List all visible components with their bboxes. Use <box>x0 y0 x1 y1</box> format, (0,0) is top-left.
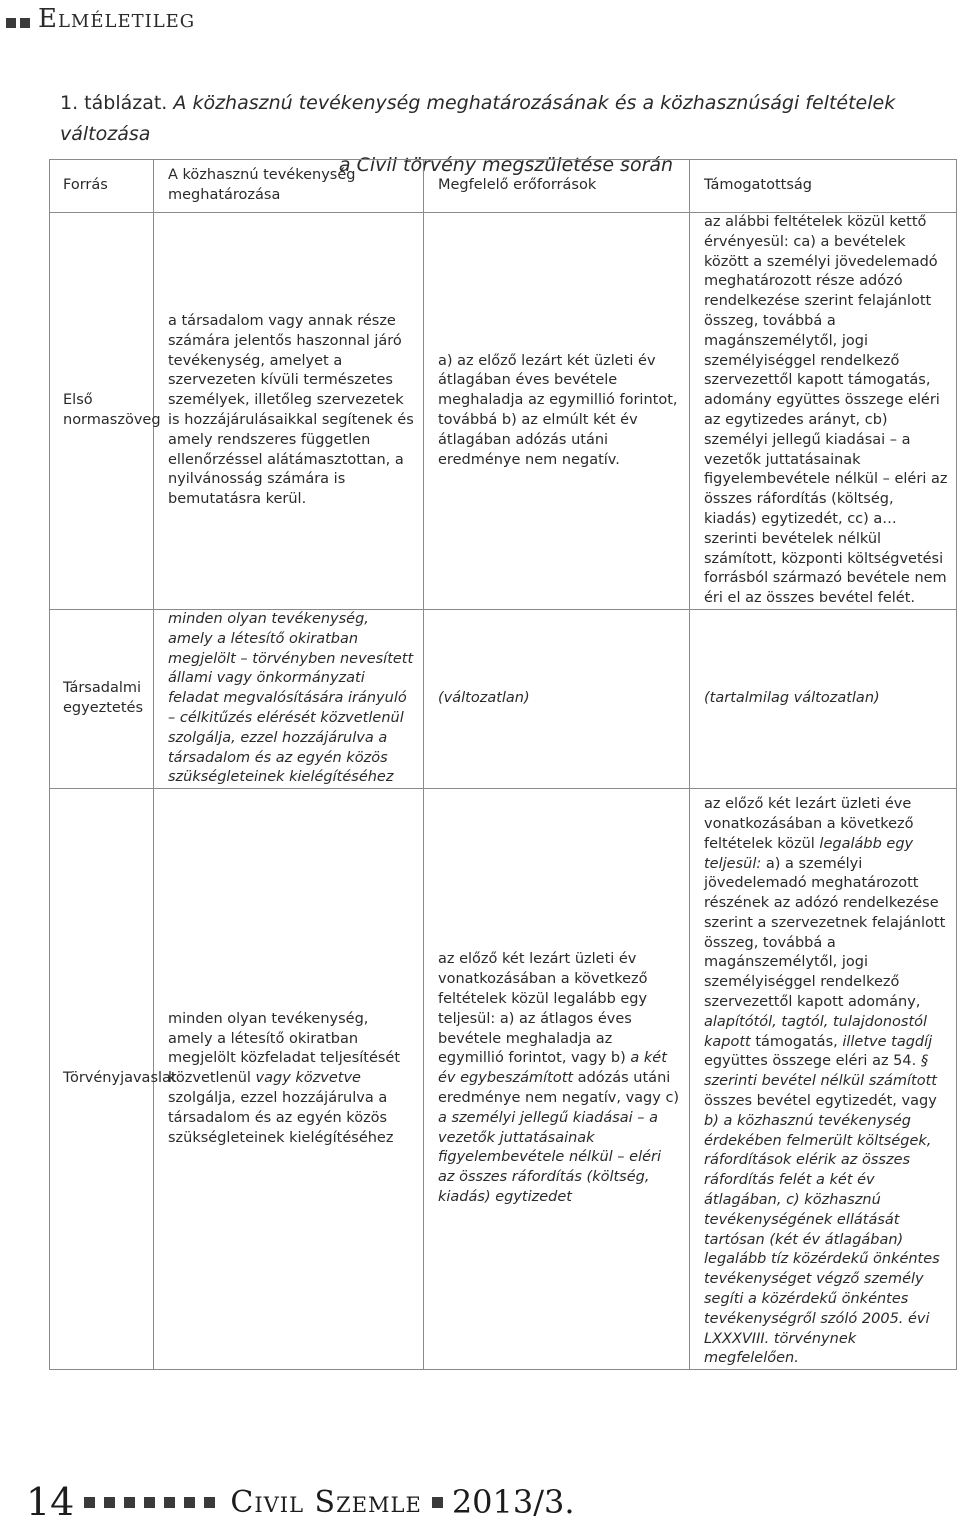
table-header-row <box>50 160 957 213</box>
row3-resources-text: adózás utáni eredménye nem negatív, vagy c) <box>438 1070 680 1107</box>
row3-support-emph: § szerinti bevétel nélkül számított <box>704 1053 937 1090</box>
table-title-line1: A közhasznú tevékenység meghatározásának és a közhasznúsági feltételek változása <box>60 92 896 145</box>
row3-definition-text: szolgálja, ezzel hozzájárulva a társadalom és az egyén közös szükségleteinek kielégítéséhez <box>168 1090 394 1146</box>
header-resources: Megfelelő erőforrások <box>424 160 690 213</box>
row3-resources-emph: a személyi jellegű kiadásai – a vezetők juttatásainak figyelembevétele nélkül – eléri az összes ráfordítás (költség, kiadás) egytizedet <box>438 1109 662 1206</box>
square-bullet-icon <box>124 1497 135 1508</box>
table-row <box>50 789 957 1370</box>
square-bullet-icon <box>204 1497 215 1508</box>
page-footer <box>26 1480 575 1524</box>
square-bullet-icon <box>164 1497 175 1508</box>
row3-source: Törvényjavaslat <box>50 789 154 1370</box>
header-source: Forrás <box>50 160 154 213</box>
row3-support-text: a) a személyi jövedelemadó meghatározott részének az adózó rendelkezése szerint a szervezetnek felajánlott összeg, továbbá a magánszemélytől, jogi személyiséggel rendelkező szervezettől kapott adomány, <box>704 855 946 1011</box>
table-row <box>50 213 957 610</box>
page-number: 14 <box>26 1480 75 1524</box>
row3-support-text: az előző két lezárt üzleti éve vonatkozásában a következő feltételek közül <box>704 796 914 852</box>
row3-support-emph: b) a közhasznú tevékenység érdekében felmerült költségek, ráfordítások elérik az összes ráfordítás felét a két év átlagában, c) közhasznú tevékenységének ellátását tartósan (két év átlagában) legalább tíz közérdekű önkéntes tevékenységet végző személy segíti a közérdekű önkéntes tevékenységről szóló 2005. évi LXXXVIII. törvénynek megfelelően. <box>704 1112 940 1367</box>
square-bullet-icon <box>84 1497 95 1508</box>
square-bullet-icon <box>432 1497 443 1508</box>
header-support: Támogatottság <box>690 160 957 213</box>
square-bullet-icon <box>20 18 30 28</box>
row3-support-emph: legalább egy teljesül: <box>704 835 914 872</box>
row3-support-emph: alapítótól, tagtól, tulajdonostól kapott <box>704 1013 928 1050</box>
row3-resources-emph: a két év egybeszámított <box>438 1050 667 1087</box>
row1-definition: a társadalom vagy annak része számára jelentős haszonnal járó tevékenység, amelyet a szervezeten kívüli természetes személyek, illetőleg szervezetek is hozzájárulásaikkal segítenek és amely rendszeres független ellenőrzéssel alátámasztottan, a nyilvánosság számára is bemutatásra kerül. <box>154 213 424 610</box>
row3-resources-text: az előző két lezárt üzleti év vonatkozásában a következő feltételek közül legalább egy teljesül: a) az átlagos éves bevétele meghaladja az egymillió forintot, vagy b) <box>438 951 648 1067</box>
row3-support <box>690 789 957 1370</box>
table-row <box>50 609 957 788</box>
row3-definition-text: minden olyan tevékenység, amely a létesítő okiratban megjelölt közfeladat teljesítését közvetlenül <box>168 1010 401 1087</box>
row1-support: az alábbi feltételek közül kettő érvényesül: ca) a bevételek között a személyi jövedelemadó meghatározott része adózó rendelkezése szerint felajánlott összeg, továbbá a magánszemélytől, jogi személyiséggel rendelkező szervezettől kapott támogatás, adomány együttes összege eléri az egytizedes arányt, cb) személyi jellegű kiadásai – a vezetők juttatásainak figyelembevétele nélkül – eléri az összes ráfordítás (költség, kiadás) egytizedét, cc) a… szerinti bevételek nélkül számított, központi költségvetési forrásból származó bevétele nem éri el az összes bevétel felét. <box>690 213 957 610</box>
row3-definition <box>154 789 424 1370</box>
comparison-table <box>49 159 957 1370</box>
table-number: 1. táblázat. <box>60 92 168 114</box>
square-bullet-icon <box>6 18 16 28</box>
square-bullet-icon <box>144 1497 155 1508</box>
row2-definition: minden olyan tevékenység, amely a létesítő okiratban megjelölt – törvényben nevesített állami vagy önkormányzati feladat megvalósítására irányuló – célkitűzés elérését közvetlenül szolgálja, ezzel hozzájárulva a társadalom és az egyén közös szükségleteinek kielégítéséhez <box>154 609 424 788</box>
row3-support-text: összes bevétel egytizedét, vagy <box>704 1093 937 1110</box>
section-header <box>6 4 195 34</box>
journal-title: Civil Szemle <box>230 1484 422 1520</box>
header-definition: A közhasznú tevékenység meghatározása <box>154 160 424 213</box>
row3-support-text: támogatás, <box>750 1033 843 1050</box>
square-bullet-icon <box>184 1497 195 1508</box>
row2-source: Társadalmi egyeztetés <box>50 609 154 788</box>
section-title: Elméletileg <box>38 4 196 34</box>
row3-support-emph: illetve tagdíj <box>842 1033 933 1050</box>
issue-number: 2013/3. <box>451 1483 575 1521</box>
row3-definition-emph: vagy közvetve <box>255 1070 361 1087</box>
square-bullet-icon <box>104 1497 115 1508</box>
row1-source: Első normaszöveg <box>50 213 154 610</box>
row1-resources: a) az előző lezárt két üzleti év átlagában éves bevétele meghaladja az egymillió forintot, továbbá b) az elmúlt két év átlagában adózás utáni eredménye nem negatív. <box>424 213 690 610</box>
row3-support-text: együttes összege eléri az 54. <box>704 1053 921 1070</box>
row3-resources <box>424 789 690 1370</box>
row2-resources: (változatlan) <box>424 609 690 788</box>
row2-support: (tartalmilag változatlan) <box>690 609 957 788</box>
table-title-line2: a Civil törvény megszületése során <box>338 154 674 176</box>
